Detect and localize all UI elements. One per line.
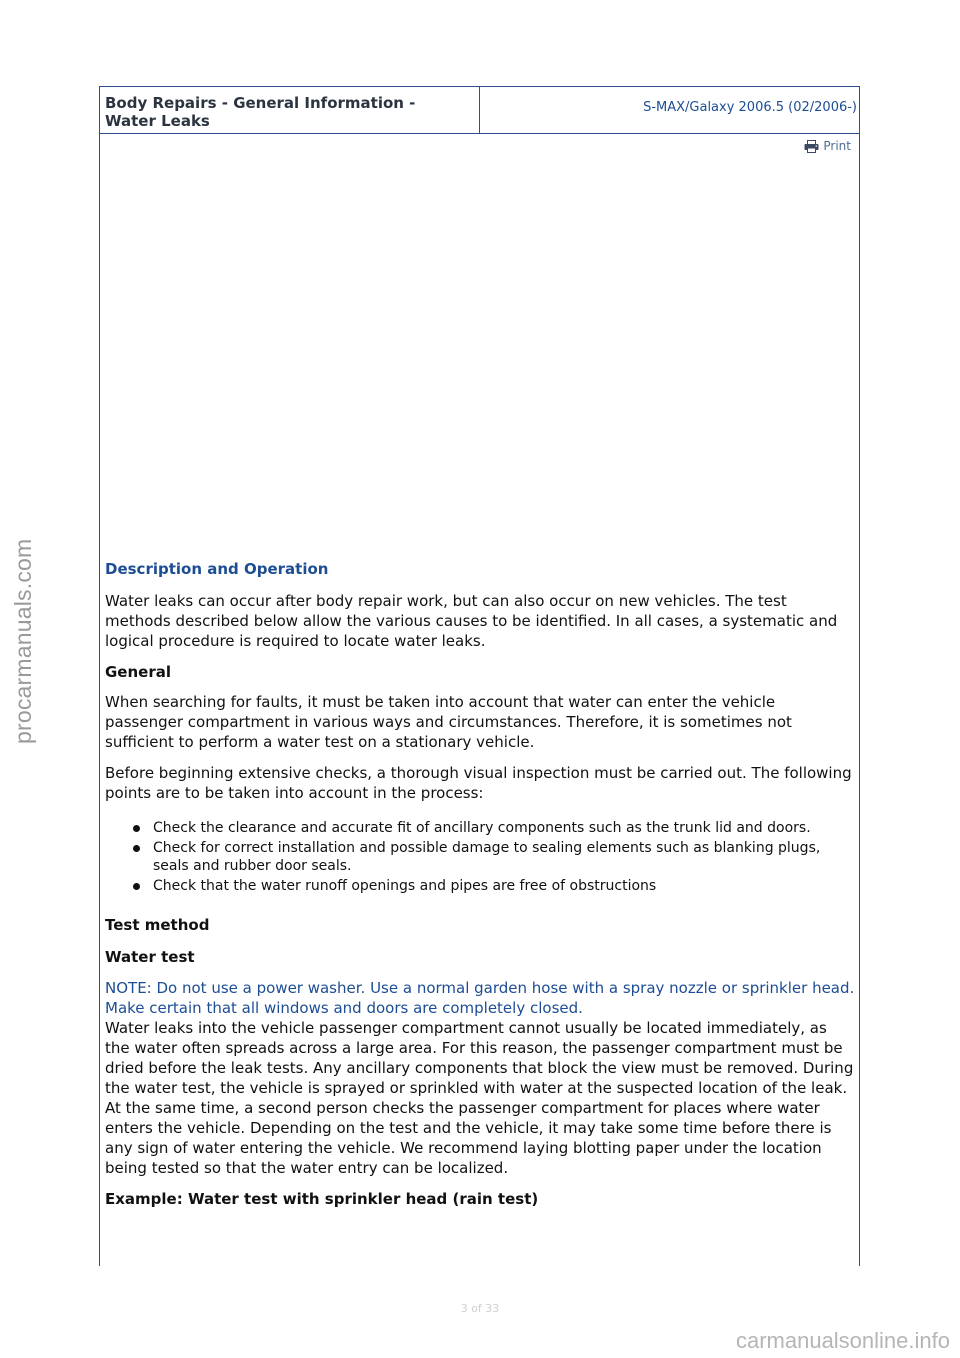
page-number: 3 of 33 [460,1302,500,1315]
content [105,559,855,1219]
general-paragraph-2: Before beginning extensive checks, a thorough visual inspection must be carried out. The following points are to be taken into account in the process: [105,764,852,802]
side-watermark: procarmanuals.com [10,538,36,744]
title-line-2: Water Leaks [105,112,210,130]
page-title [100,87,480,133]
model-label: S-MAX/Galaxy 2006.5 (02/2006-) [643,100,857,115]
intro-paragraph: Water leaks can occur after body repair work, but can also occur on new vehicles. The test methods described below allow the various causes to be identified. In all cases, a systematic and logical procedure is required to locate water leaks. [105,592,838,650]
list-item: Check for correct installation and possible damage to sealing elements such as blanking plugs, seals and rubber door seals. [153,839,855,875]
general-paragraph-1: When searching for faults, it must be taken into account that water can enter the vehicle passenger compartment in various ways and circumstances. Therefore, it is sometimes not sufficient to perform a water test on a stationary vehicle. [105,693,792,751]
checks-list [105,819,855,895]
water-test-paragraph: Water leaks into the vehicle passenger compartment cannot usually be located immediately, as the water often spreads across a large area. For this reason, the passenger compartment must be dried before the leak tests. Any ancillary components that block the view must be removed. During the water test, the vehicle is sprayed or sprinkled with water at the suspected location of the leak. At the same time, a second person checks the passenger compartment for places where water enters the vehicle. Depending on the test and the vehicle, it may take some time before there is any sign of water entering the vehicle. We recommend laying blotting paper under the location being tested so that the water entry can be localized. [105,1019,854,1177]
title-line-1: Body Repairs - General Information - [105,94,416,112]
printer-icon [804,140,819,153]
document-frame [99,86,860,1266]
bottom-watermark: carmanualsonline.info [735,1328,950,1353]
example-heading: Example: Water test with sprinkler head (rain test) [105,1190,539,1208]
note-paragraph: NOTE: Do not use a power washer. Use a normal garden hose with a spray nozzle or sprinkler head. Make certain that all windows and doors are completely closed. [105,979,855,1017]
print-label: Print [823,139,851,153]
header [100,87,859,134]
print-link[interactable] [804,139,851,153]
list-item: Check the clearance and accurate fit of ancillary components such as the trunk lid and doors. [153,819,855,837]
section-title: Description and Operation [105,560,329,578]
water-test-heading: Water test [105,948,195,966]
test-method-heading: Test method [105,916,210,934]
general-heading: General [105,663,171,681]
list-item: Check that the water runoff openings and pipes are free of obstructions [153,877,855,895]
